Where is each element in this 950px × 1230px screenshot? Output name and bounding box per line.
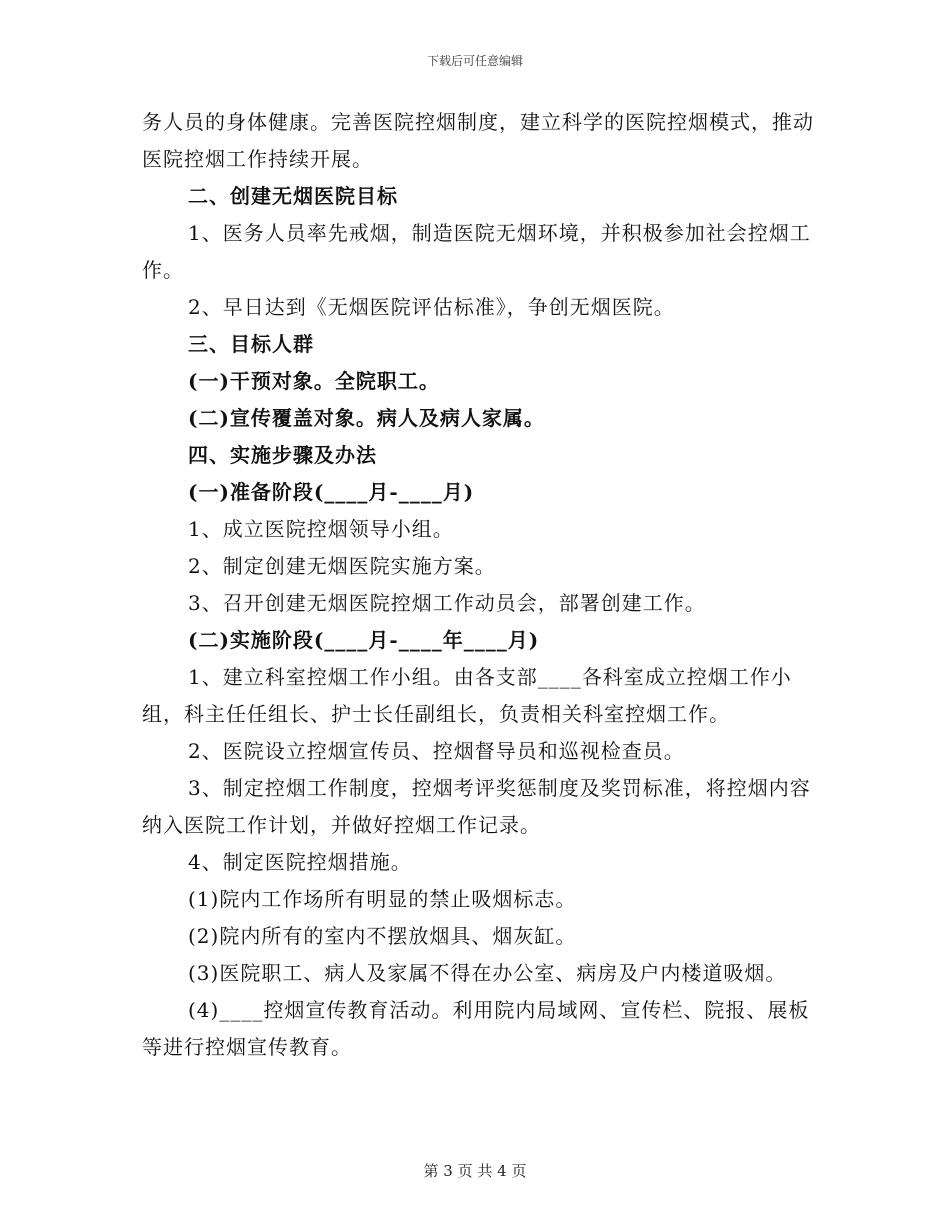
paragraph: 1、医务人员率先戒烟，制造医院无烟环境，并积极参加社会控烟工作。 [142,221,811,282]
section-heading: 二、创建无烟医院目标 [188,184,398,208]
paragraph: 2、制定创建无烟医院实施方案。 [188,554,496,578]
list-item: (2)院内所有的室内不摆放烟具、烟灰缸。 [188,924,577,948]
paragraph: 1、建立科室控烟工作小组。由各支部____各科室成立控烟工作小组，科主任任组长、护士长任副组长，负责相关科室控烟工作。 [142,665,792,726]
paragraph: 1、成立医院控烟领导小组。 [188,517,454,541]
list-item: (3)医院职工、病人及家属不得在办公室、病房及户内楼道吸烟。 [188,961,787,985]
list-item: (4)____控烟宣传教育活动。利用院内局域网、宣传栏、院报、展板等进行控烟宣传教育。 [142,998,810,1059]
paragraph: 3、召开创建无烟医院控烟工作动员会，部署创建工作。 [188,591,706,615]
paragraph: 2、早日达到《无烟医院评估标准》，争创无烟医院。 [188,295,675,319]
subsection-heading: (一)干预对象。全院职工。 [188,369,440,393]
page-footer: 第 3 页 共 4 页 [423,1162,527,1180]
paragraph: 3、制定控烟工作制度，控烟考评奖惩制度及奖罚标准，将控烟内容纳入医院工作计划，并做好控烟工作记录。 [142,776,811,837]
page-header: 下载后可任意编辑 [426,54,523,68]
paragraph: 务人员的身体健康。完善医院控烟制度，建立科学的医院控烟模式，推动医院控烟工作持续开展。 [142,110,814,171]
subsection-heading: (二)实施阶段(____月-____年____月) [188,628,540,652]
paragraph: 4、制定医院控烟措施。 [188,850,412,874]
subsection-heading: (二)宣传覆盖对象。病人及病人家属。 [188,406,545,430]
section-heading: 四、实施步骤及办法 [188,443,377,467]
document-body [142,104,817,1066]
paragraph: 2、医院设立控烟宣传员、控烟督导员和巡视检查员。 [188,739,685,763]
subsection-heading: (一)准备阶段(____月-____月) [188,480,475,504]
section-heading: 三、目标人群 [188,332,314,356]
list-item: (1)院内工作场所有明显的禁止吸烟标志。 [188,887,577,911]
